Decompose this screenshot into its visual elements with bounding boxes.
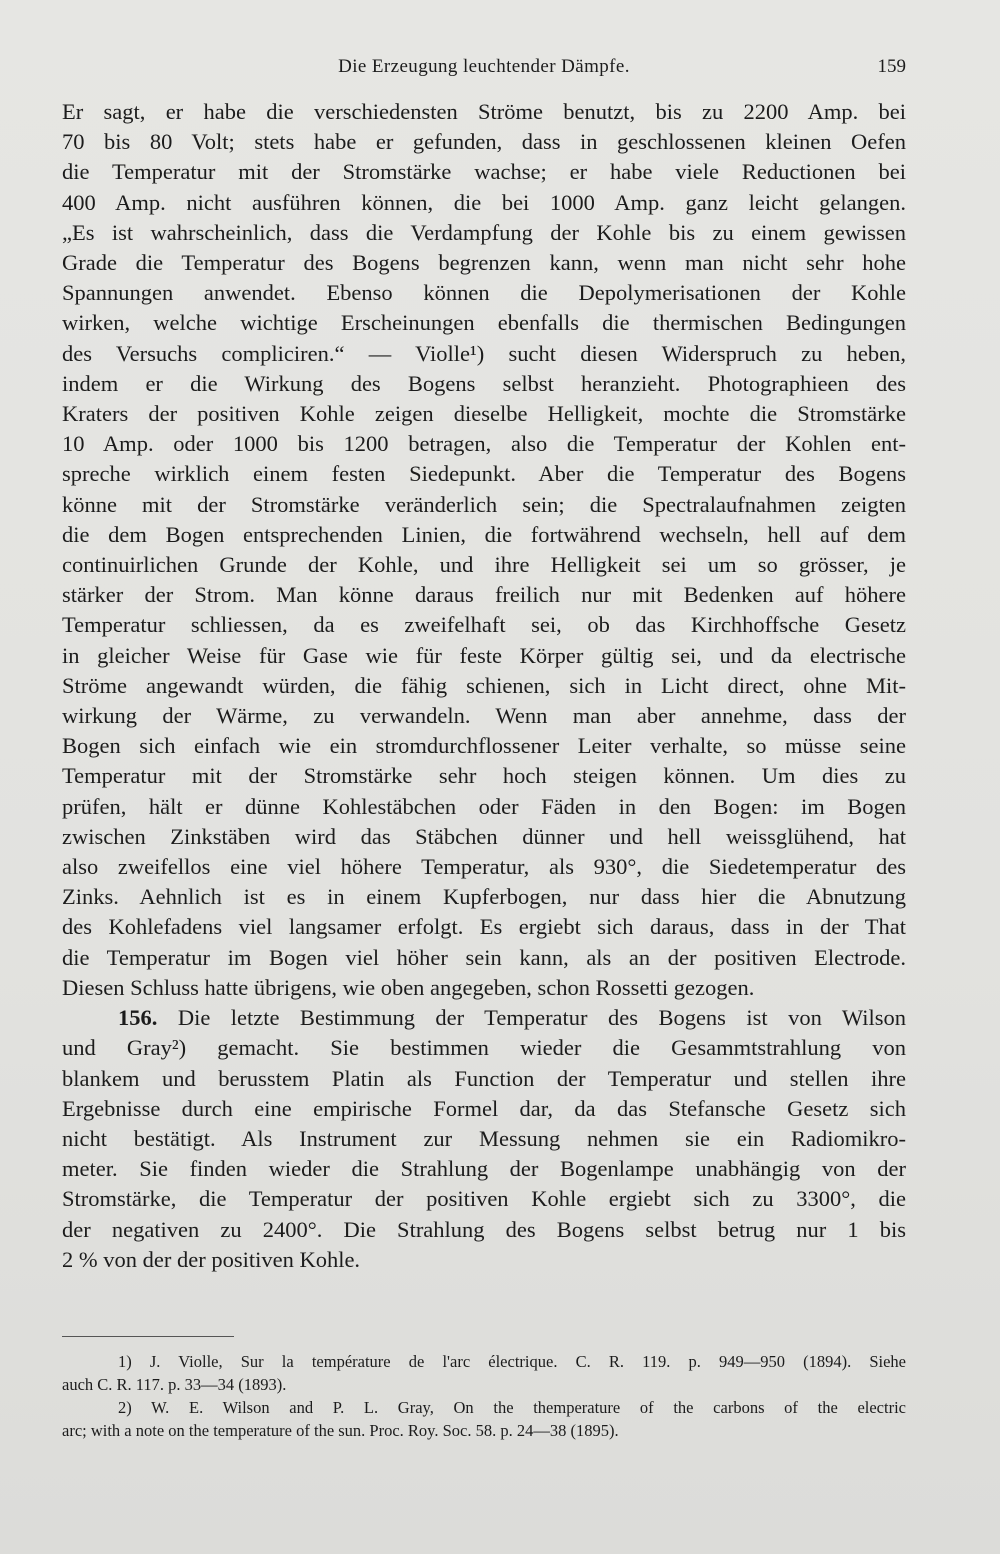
text-line: indem er die Wirkung des Bogens selbst heranzieht. Photographieen des bbox=[62, 370, 906, 396]
section-first-line bbox=[62, 1003, 906, 1033]
text-line: die dem Bogen entsprechenden Linien, die fortwährend wechseln, hell auf dem bbox=[62, 521, 906, 547]
text-line: könne mit der Stromstärke veränderlich sein; die Spectralaufnahmen zeigten bbox=[62, 491, 906, 517]
footnote-divider bbox=[62, 1336, 234, 1337]
text-line: stärker der Strom. Man könne daraus freilich nur mit Bedenken auf höhere bbox=[62, 582, 906, 608]
text-line: Ergebnisse durch eine empirische Formel dar, da das Stefansche Gesetz sich bbox=[62, 1095, 906, 1121]
text-line: 70 bis 80 Volt; stets habe er gefunden, dass in geschlossenen kleinen Oefen bbox=[62, 129, 906, 155]
footnote-2: 2) W. E. Wilson and P. L. Gray, On the themperature of the carbons of the electric bbox=[118, 1398, 906, 1417]
text-line: 2 % von der der positiven Kohle. bbox=[62, 1246, 361, 1272]
text-line: also zweifellos eine viel höhere Temperatur, als 930°, die Siedetemperatur des bbox=[62, 854, 906, 880]
text-line: Temperatur schliessen, da es zweifelhaft sei, ob das Kirchhoffsche Gesetz bbox=[62, 612, 906, 638]
text-line: des Versuchs compliciren.“ — Violle¹) sucht diesen Widerspruch zu heben, bbox=[62, 340, 906, 366]
paragraph-continuation bbox=[62, 97, 906, 1003]
text-line: Er sagt, er habe die verschiedensten Ströme benutzt, bis zu 2200 Amp. bei bbox=[62, 99, 906, 124]
text-line: meter. Sie finden wieder die Strahlung der Bogenlampe unabhängig von der bbox=[62, 1156, 906, 1182]
footnote-1: 1) J. Violle, Sur la température de l'arc électrique. C. R. 119. p. 949—950 (1894). Siehe bbox=[118, 1352, 906, 1371]
text-line: wirken, welche wichtige Erscheinungen ebenfalls die thermischen Bedingungen bbox=[62, 310, 906, 336]
text-line: 400 Amp. nicht ausführen können, die bei 1000 Amp. ganz leicht gelangen. bbox=[62, 189, 906, 215]
footnotes bbox=[62, 1350, 906, 1442]
text-line: Ströme angewandt würden, die fähig schienen, sich in Licht direct, ohne Mit- bbox=[62, 672, 906, 698]
text-line: zwischen Zinkstäben wird das Stäbchen dünner und hell weissglühend, hat bbox=[62, 823, 906, 849]
text-line: Grade die Temperatur des Bogens begrenzen kann, wenn man nicht sehr hohe bbox=[62, 250, 906, 276]
text-line: Bogen sich einfach wie ein stromdurchflossener Leiter verhalte, so müsse seine bbox=[62, 733, 906, 759]
section-number: 156. bbox=[118, 1005, 158, 1031]
text-line: Spannungen anwendet. Ebenso können die Depolymerisationen der Kohle bbox=[62, 280, 906, 306]
text-line: Zinks. Aehnlich ist es in einem Kupferbogen, nur dass hier die Abnutzung bbox=[62, 884, 906, 910]
text-line: 10 Amp. oder 1000 bis 1200 betragen, also die Temperatur der Kohlen ent- bbox=[62, 431, 906, 457]
text-line: und Gray²) gemacht. Sie bestimmen wieder die Gesammtstrahlung von bbox=[62, 1035, 906, 1061]
body-text bbox=[62, 97, 906, 1275]
text-line: der negativen zu 2400°. Die Strahlung des Bogens selbst betrug nur 1 bis bbox=[62, 1216, 906, 1242]
text-line: in gleicher Weise für Gase wie für feste Körper gültig sei, und da electrische bbox=[62, 642, 906, 668]
text-line: spreche wirklich einem festen Siedepunkt. Aber die Temperatur des Bogens bbox=[62, 461, 906, 487]
text-line: nicht bestätigt. Als Instrument zur Messung nehmen sie ein Radiomikro- bbox=[62, 1125, 906, 1151]
text-line: wirkung der Wärme, zu verwandeln. Wenn man aber annehme, dass der bbox=[62, 703, 906, 729]
text-line: „Es ist wahrscheinlich, dass die Verdampfung der Kohle bis zu einem gewissen bbox=[62, 219, 906, 245]
paragraph-section-156 bbox=[62, 1003, 906, 1275]
text-line: Temperatur mit der Stromstärke sehr hoch steigen können. Um dies zu bbox=[62, 763, 906, 789]
text-line: Die letzte Bestimmung der Temperatur des Bogens ist von Wilson bbox=[177, 1005, 906, 1031]
text-line: des Kohlefadens viel langsamer erfolgt. Es ergiebt sich daraus, dass in der That bbox=[62, 914, 906, 940]
page-number: 159 bbox=[877, 56, 906, 77]
text-line: Diesen Schluss hatte übrigens, wie oben angegeben, schon Rossetti gezogen. bbox=[62, 974, 755, 1000]
text-line: Kraters der positiven Kohle zeigen dieselbe Helligkeit, mochte die Stromstärke bbox=[62, 401, 906, 427]
text-line: blankem und berusstem Platin als Function der Temperatur und stellen ihre bbox=[62, 1065, 906, 1091]
footnote-1-cont: auch C. R. 117. p. 33—34 (1893). bbox=[62, 1375, 287, 1394]
running-title: Die Erzeugung leuchtender Dämpfe. bbox=[338, 56, 630, 77]
text-line: continuirlichen Grunde der Kohle, und ihre Helligkeit sei um so grösser, je bbox=[62, 552, 906, 578]
page-header bbox=[62, 56, 906, 86]
text-line: die Temperatur im Bogen viel höher sein kann, als an der positiven Electrode. bbox=[62, 944, 906, 970]
text-line: die Temperatur mit der Stromstärke wachse; er habe viele Reductionen bei bbox=[62, 159, 906, 185]
footnote-2-cont: arc; with a note on the temperature of the sun. Proc. Roy. Soc. 58. p. 24—38 (1895). bbox=[62, 1421, 619, 1440]
text-line: prüfen, hält er dünne Kohlestäbchen oder Fäden in den Bogen: im Bogen bbox=[62, 793, 906, 819]
text-line: Stromstärke, die Temperatur der positiven Kohle ergiebt sich zu 3300°, die bbox=[62, 1186, 906, 1212]
